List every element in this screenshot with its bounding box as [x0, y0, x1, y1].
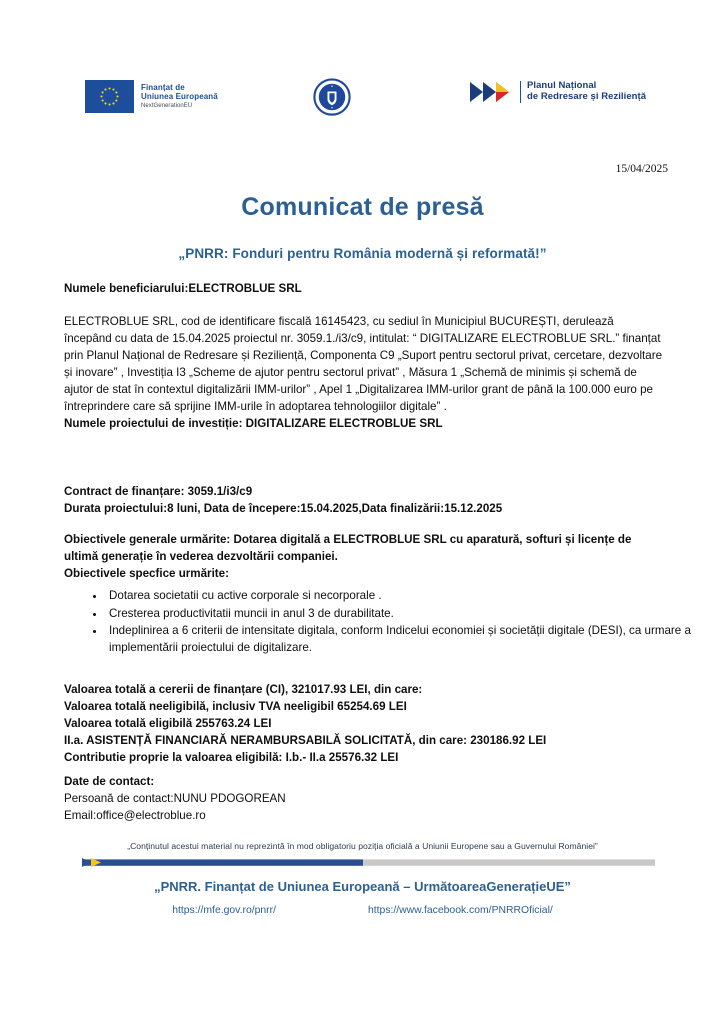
list-item: • Cresterea productivitatii muncii in anul 3 de durabilitate. — [106, 605, 691, 622]
pnrr-arrows-svg — [470, 81, 514, 103]
list-item: • Dotarea societatii cu active corporale si necorporale . — [106, 587, 691, 604]
contact-email: Email:office@electroblue.ro — [64, 809, 206, 823]
financial-line: Valoarea totală neeligibilă, inclusiv TVA neeligibil 65254.69 LEI — [64, 700, 407, 714]
contract-line: Contract de finanțare: 3059.1/i3/c9 — [64, 485, 253, 498]
beneficiary-line-block — [64, 280, 664, 297]
eu-logo-line2: Uniunea Europeană — [141, 91, 218, 101]
pnrr-logo-line1: Planul Național — [527, 80, 597, 92]
contact-heading: Date de contact: — [64, 775, 155, 788]
link-facebook-pnrr[interactable]: https://www.facebook.com/PNRROficial/ — [367, 905, 553, 916]
logo-band — [0, 78, 725, 122]
intro-paragraph: ELECTROBLUE SRL, cod de identificare fiscală 16145423, cu sediul în Municipiul BUCUREȘTI, derulează începând cu data de 15.04.2025 proiectul nr. 3059.1./i3/c9, intitulat: “ DIGITALIZARE ELECTROBLUE SRL.” finanțat prin Planul Național de Redresare și Reziliență, Componenta C9 „Suport pentru sectorul privat, cercetare, dezvoltare și inovare” , Investiția I3 „Scheme de ajutor pentru sectorul privat” , Măsura 1 „Schemă de minimis și schemă de ajutor de stat în contextul digitalizării IMM-urilor” , Apel 1 „Digitalizarea IMM-urilor grant de până la 100.000 euro pe întreprindere care să sprijine IMM-urile în adoptarea tehnologiilor digitale” . — [64, 315, 663, 414]
duration-line: Durata proiectului:8 luni, Data de începere:15.04.2025,Data finalizării:15.12.2025 — [64, 502, 503, 516]
eu-stars-svg — [85, 80, 134, 113]
footer-disclaimer: „Conținutul acestui material nu reprezintă în mod obligatoriu poziția oficială a Uniunii Europene sau a Guvernului României” — [127, 841, 598, 851]
list-item: • Indeplinirea a 6 criterii de intensitate digitala, conform Indicelui economiei și societății digitale (DESI), ca urmare a implementării proiectului de digitalizare. — [106, 622, 691, 656]
footer-links — [0, 905, 725, 916]
pnrr-logo-text — [520, 81, 646, 103]
romania-government-seal-icon — [313, 78, 351, 116]
document-date: 15/04/2025 — [615, 163, 668, 175]
link-mfe-pnrr[interactable]: https://mfe.gov.ro/pnrr/ — [172, 905, 276, 916]
contract-block — [64, 483, 664, 517]
page-title: Comunicat de presă — [241, 193, 484, 221]
objectives-block — [64, 531, 664, 582]
gov-seal-svg — [313, 78, 351, 116]
pnrr-arrow-bar-icon — [82, 854, 655, 863]
pnrr-logo — [470, 81, 646, 103]
financial-line-assistance: II.a. ASISTENȚĂ FINANCIARĂ NERAMBURSABILĂ SOLICITATĂ, din care: 230186.92 LEI — [64, 734, 547, 748]
eu-logo-text — [141, 84, 218, 110]
general-objectives: Obiectivele generale urmărite: Dotarea digitală a ELECTROBLUE SRL cu aparatură, softuri și licențe de ultimă generație în vederea dezvoltării companiei. — [64, 533, 632, 564]
financial-line: Valoarea totală a cererii de finanțare (CI), 321017.93 LEI, din care: — [64, 683, 423, 696]
financials-block — [64, 681, 664, 766]
eu-flag-icon — [85, 80, 134, 113]
page-subtitle: „PNRR: Fonduri pentru România modernă și reformată!” — [178, 246, 547, 261]
financial-line-contribution: Contributie proprie la valoarea eligibilă: I.b.- II.a 25576.32 LEI — [64, 751, 399, 765]
contact-person: Persoană de contact:NUNU PDOGOREAN — [64, 792, 286, 806]
specific-objectives-list — [82, 587, 691, 657]
footer-heading: „PNRR. Finanțat de Uniunea Europeană – UrmătoareaGenerațieUE” — [154, 879, 571, 894]
eu-funding-logo — [85, 80, 218, 113]
deco-bar-svg — [82, 858, 655, 867]
project-name-line: Numele proiectului de investiție: DIGITALIZARE ELECTROBLUE SRL — [64, 417, 443, 431]
eu-logo-line3: NextGenerationEU — [141, 102, 193, 109]
pnrr-logo-line2: de Redresare și Reziliență — [527, 91, 647, 102]
intro-paragraph-block — [64, 313, 664, 432]
financial-line: Valoarea totală eligibilă 255763.24 LEI — [64, 717, 272, 731]
pnrr-arrows-icon — [470, 81, 514, 103]
beneficiary-line: Numele beneficiarului:ELECTROBLUE SRL — [64, 282, 302, 295]
eu-logo-line1: Finanțat de — [141, 82, 185, 92]
contact-block — [64, 773, 664, 824]
specific-objectives-heading: Obiectivele specfice urmărite: — [64, 567, 229, 581]
